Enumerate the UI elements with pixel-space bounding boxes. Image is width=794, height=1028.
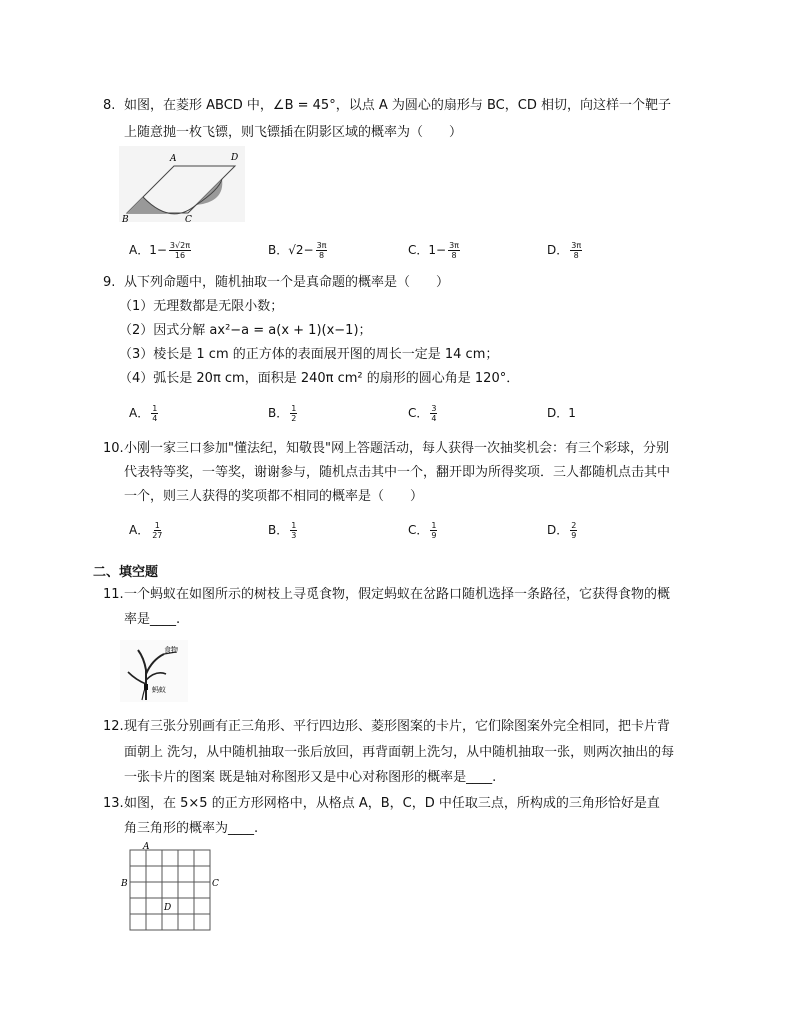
q13-text-line1: 如图，在 5×5 的正方形网格中，从格点 A，B，C，D 中任取三点，所构成的三角形恰好是直 — [124, 796, 660, 811]
q10-option-a[interactable]: A． $\frac{1}{27}$ — [129, 521, 163, 540]
q8-label-c: C — [185, 215, 192, 222]
q8-label-d: D — [231, 153, 239, 163]
q8-label-b: B — [122, 215, 129, 222]
q10-number: 10. — [103, 441, 124, 456]
q9-item-1: （1）无理数都是无限小数； — [119, 299, 284, 314]
q10-option-d[interactable]: D． $\frac{2}{9}$ — [547, 521, 577, 540]
q13-label-a: A — [143, 842, 150, 852]
section-title-fill-in: 二、填空题 — [93, 565, 159, 580]
q13-label-d: D — [164, 903, 172, 913]
q11-text-line2: 率是____. — [124, 612, 181, 627]
q12-number: 12. — [103, 719, 124, 734]
q13-grid-figure — [118, 842, 224, 934]
q8-rhombus-figure — [119, 146, 245, 222]
q8-text-line1: 如图，在菱形 ABCD 中，∠B = 45°，以点 A 为圆心的扇形与 BC，CD 相切，向这样一个靶子 — [124, 98, 671, 113]
q9-option-a[interactable]: A． $\frac{1}{4}$ — [129, 404, 158, 423]
q10-option-b[interactable]: B． $\frac{1}{3}$ — [268, 521, 297, 540]
q9-item-4: （4）弧长是 20π cm，面积是 240π cm² 的扇形的圆心角是 120°． — [119, 371, 520, 386]
q12-text-line3: 一张卡片的图案 既是轴对称图形又是中心对称图形的概率是____. — [124, 770, 497, 785]
q10-text-line2: 代表特等奖，一等奖，谢谢参与，随机点击其中一个，翻开即为所得奖项．三人都随机点击其中 — [124, 465, 671, 480]
q8-option-a[interactable]: A．1− $\frac{3√2\pi}{16}$ — [129, 241, 191, 260]
q8-label-a: A — [170, 154, 177, 164]
q12-text-line1: 现有三张分别画有正三角形、平行四边形、菱形图案的卡片，它们除图案外完全相同，把卡片背 — [124, 719, 671, 734]
q11-food-label: 食物 — [164, 646, 178, 654]
q9-option-b[interactable]: B． $\frac{1}{2}$ — [268, 404, 297, 423]
q13-number: 13. — [103, 796, 124, 811]
q11-ant-label: 蚂蚁 — [152, 686, 166, 694]
q8-text-line2: 上随意抛一枚飞镖，则飞镖插在阴影区域的概率为（ ） — [124, 125, 463, 140]
q12-text-line2: 面朝上 洗匀，从中随机抽取一张后放回，再背面朝上洗匀，从中随机抽取一张，则两次抽出的每 — [124, 745, 675, 760]
q11-branch-figure — [120, 640, 188, 702]
q9-item-3: （3）棱长是 1 cm 的正方体的表面展开图的周长一定是 14 cm； — [119, 347, 499, 362]
q10-option-c[interactable]: C． $\frac{1}{9}$ — [408, 521, 437, 540]
q11-text-line1: 一个蚂蚁在如图所示的树枝上寻觅食物，假定蚂蚁在岔路口随机选择一条路径，它获得食物的概 — [124, 587, 671, 602]
q8-option-d[interactable]: D． $\frac{3\pi}{8}$ — [547, 241, 582, 260]
q9-item-2: （2）因式分解 ax²−a = a(x + 1)(x−1)； — [119, 323, 372, 338]
q9-option-d[interactable]: D．1 — [547, 406, 576, 420]
q8-number: 8. — [103, 98, 116, 113]
q9-option-c[interactable]: C． $\frac{3}{4}$ — [408, 404, 437, 423]
q8-option-b[interactable]: B．√2− $\frac{3\pi}{8}$ — [268, 241, 327, 260]
q13-label-b: B — [121, 879, 128, 889]
q9-stem: 从下列命题中，随机抽取一个是真命题的概率是（ ） — [124, 275, 450, 290]
q11-number: 11. — [103, 587, 124, 602]
q10-text-line3: 一个，则三人获得的奖项都不相同的概率是（ ） — [124, 489, 424, 504]
q9-number: 9. — [103, 275, 116, 290]
q13-label-c: C — [212, 879, 219, 889]
q13-text-line2: 角三角形的概率为____. — [124, 821, 259, 836]
q8-option-c[interactable]: C．1− $\frac{3\pi}{8}$ — [408, 241, 459, 260]
q10-text-line1: 小刚一家三口参加"懂法纪，知敬畏"网上答题活动，每人获得一次抽奖机会：有三个彩球，分别 — [124, 441, 669, 456]
